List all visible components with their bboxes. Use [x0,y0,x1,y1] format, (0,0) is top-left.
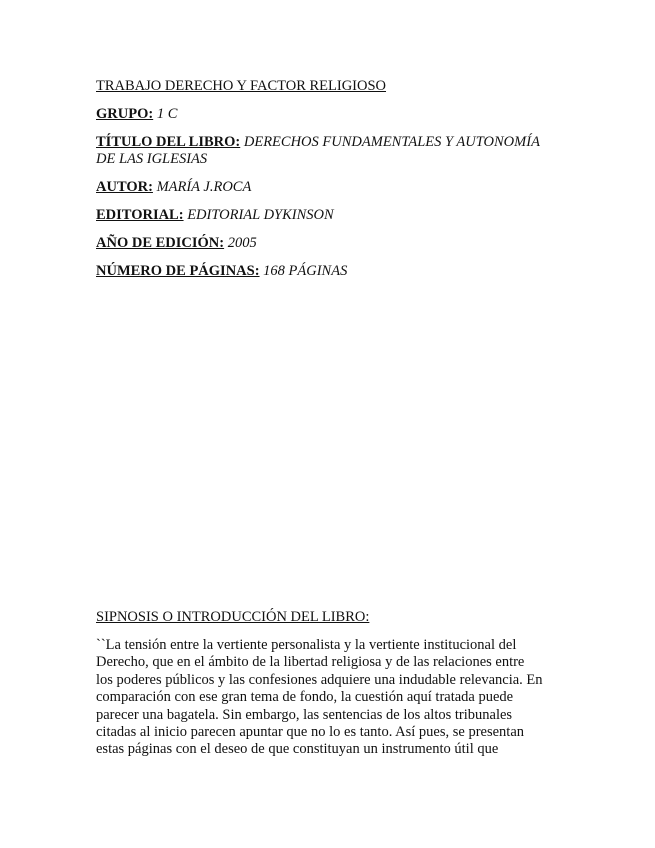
field-label: TÍTULO DEL LIBRO: [96,134,241,150]
field-editorial [96,207,334,224]
synopsis-paragraph [96,637,566,759]
field-value: EDITORIAL DYKINSON [183,207,334,223]
field-value: 1 C [153,106,178,122]
document-heading: TRABAJO DERECHO Y FACTOR RELIGIOSO [96,78,387,94]
field-label: EDITORIAL: [96,207,184,223]
field-label: GRUPO: [96,106,154,122]
field-titulo [96,134,540,151]
field-paginas [96,263,347,280]
synopsis-heading: SIPNOSIS O INTRODUCCIÓN DEL LIBRO: [96,609,370,625]
synopsis-line: los poderes públicos y las confesiones adquiere una indudable relevancia. En [96,671,543,688]
field-label: AUTOR: [96,179,153,195]
field-anio [96,235,257,252]
field-value: 168 PÁGINAS [259,263,348,279]
synopsis-line: Derecho, que en el ámbito de la libertad religiosa y de las relaciones entre [96,654,525,671]
synopsis-line: parecer una bagatela. Sin embargo, las sentencias de los altos tribunales [96,706,513,723]
field-titulo-line2: DE LAS IGLESIAS [96,151,208,167]
field-autor [96,179,251,196]
synopsis-line: citadas al inicio parecen apuntar que no lo es tanto. Así pues, se presentan [96,724,525,741]
field-value: MARÍA J.ROCA [152,179,252,195]
synopsis-line: estas páginas con el deseo de que constituyan un instrumento útil que [96,741,499,758]
field-label: AÑO DE EDICIÓN: [96,235,225,251]
field-label: NÚMERO DE PÁGINAS: [96,263,260,279]
field-grupo [96,106,177,123]
synopsis-line: comparación con ese gran tema de fondo, la cuestión aquí tratada puede [96,689,514,706]
synopsis-line: ``La tensión entre la vertiente personalista y la vertiente institucional del [96,637,517,653]
field-value: DERECHOS FUNDAMENTALES Y AUTONOMÍA [240,134,540,150]
field-value: 2005 [224,235,257,251]
